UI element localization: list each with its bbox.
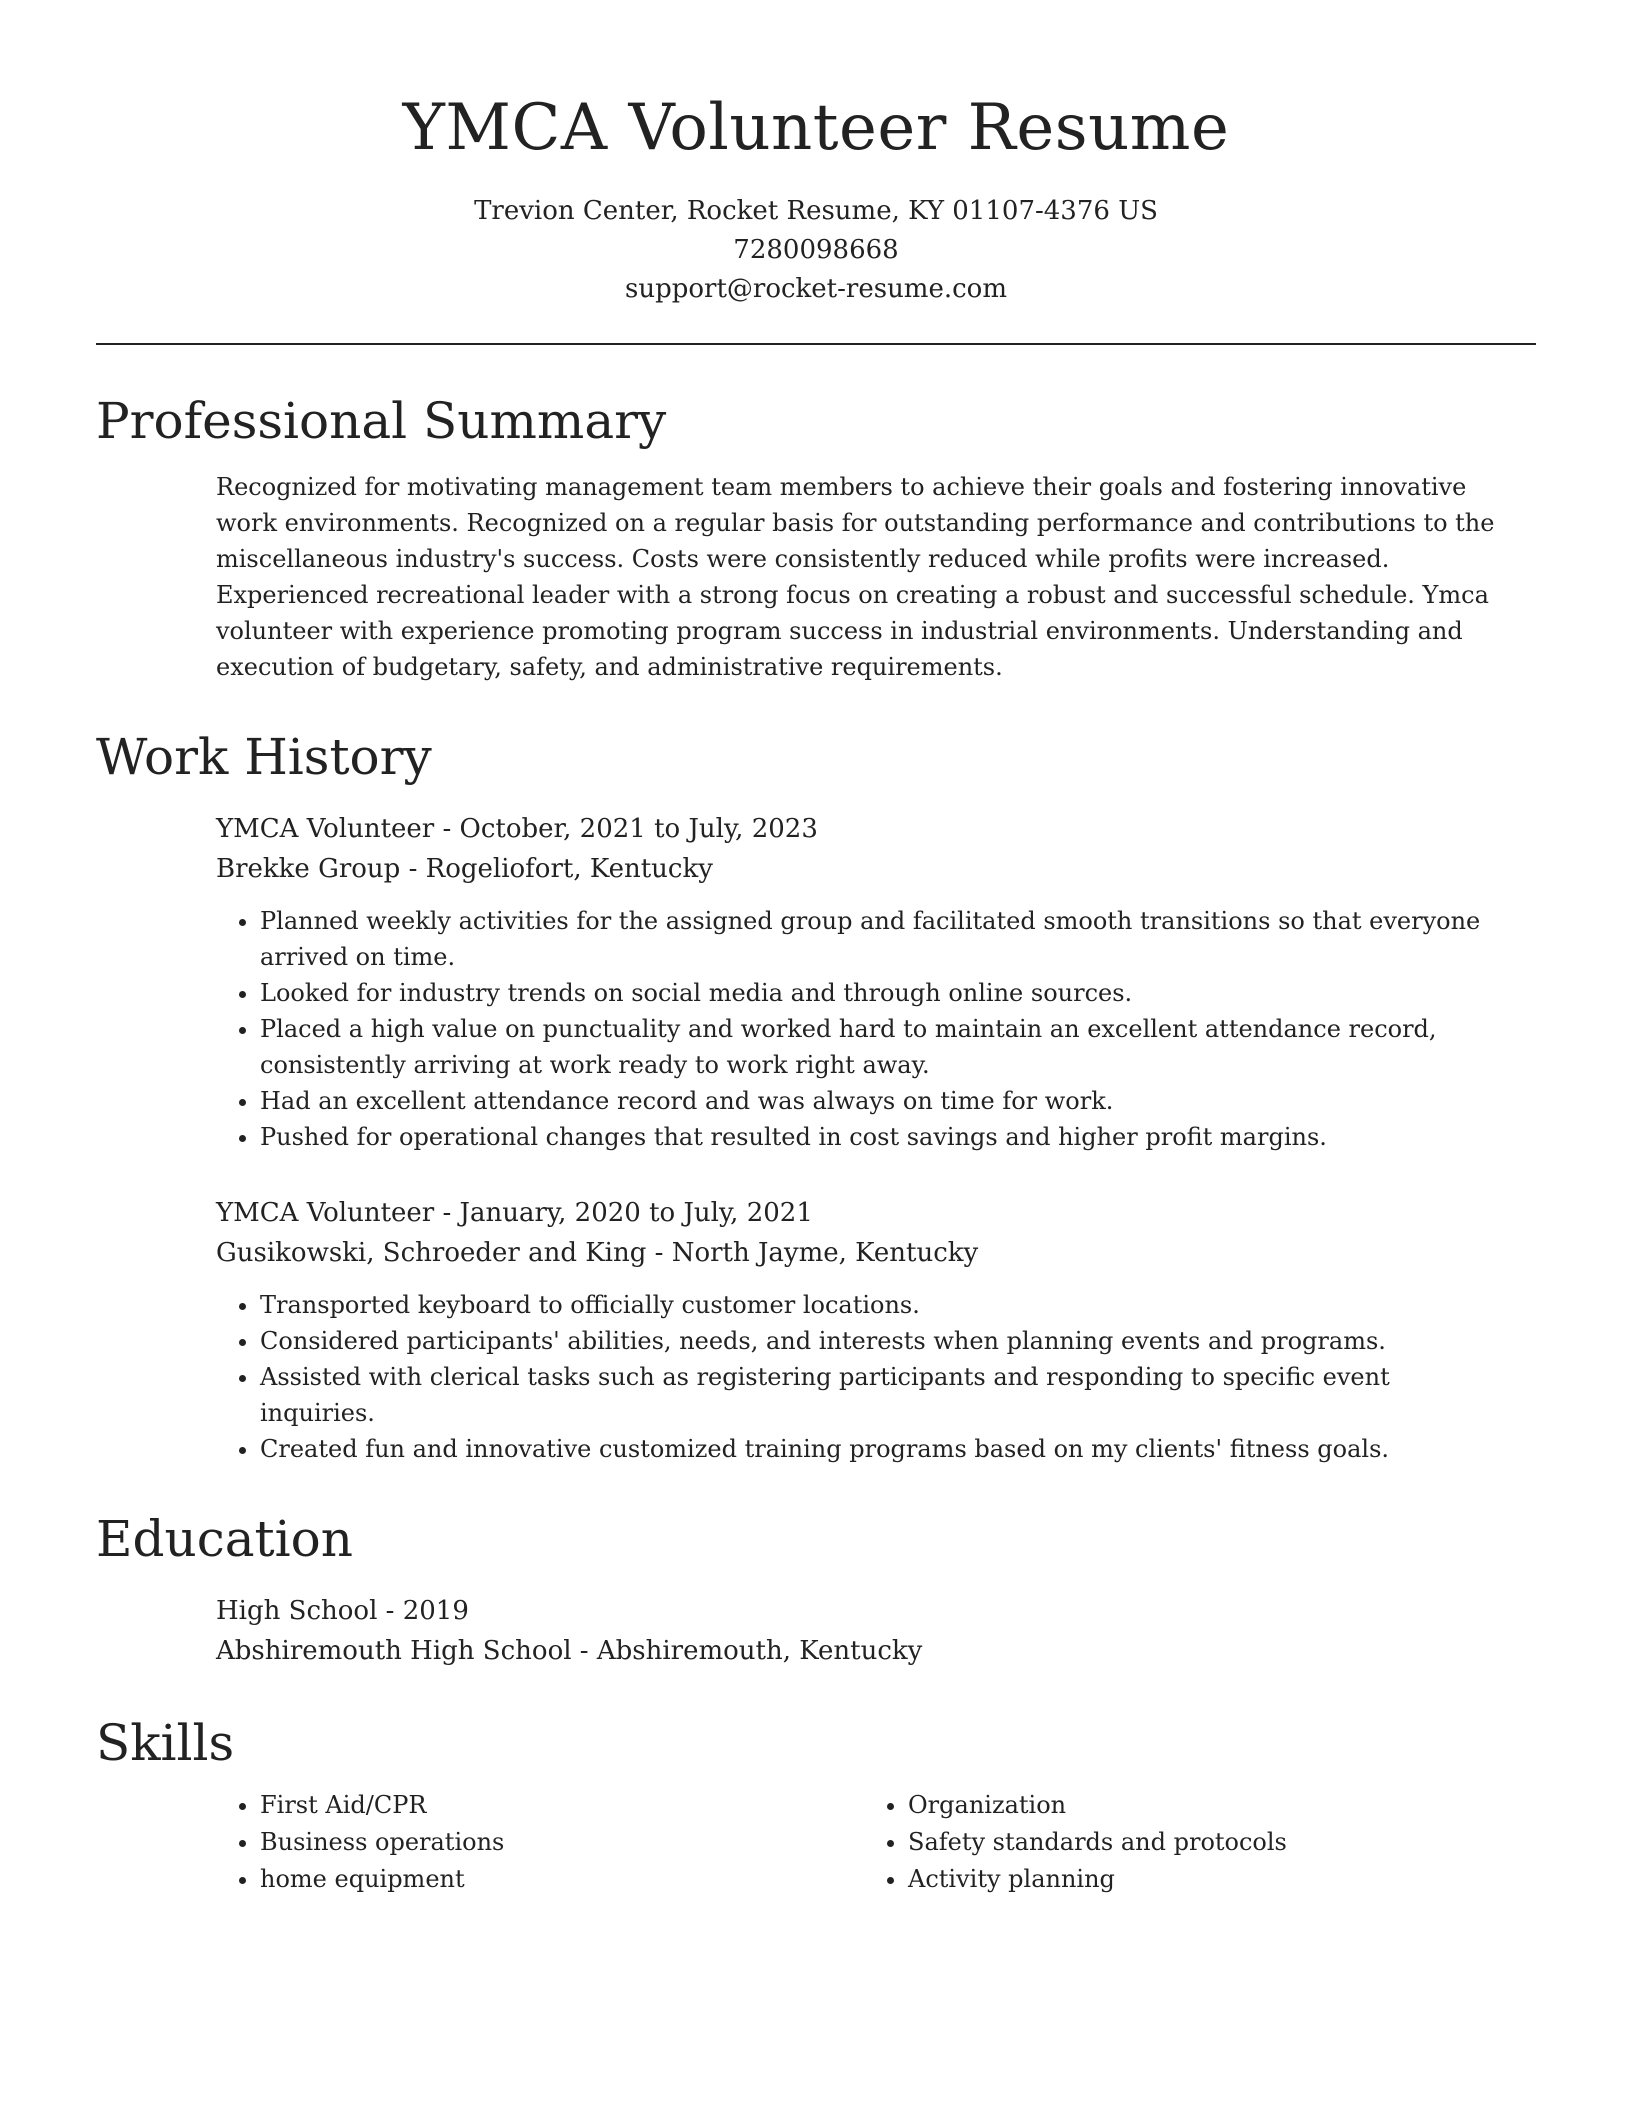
skills-list-right [864, 1787, 1512, 1898]
job-company-line [216, 849, 1512, 889]
job-dates: - January, 2020 to July, 2021 [434, 1198, 813, 1228]
job-role: YMCA Volunteer [216, 1198, 435, 1228]
resume-title: YMCA Volunteer Resume [402, 91, 1230, 165]
job-bullet: • Placed a high value on punctuality and worked hard to maintain an excellent attendance record, consistently arriving at work ready to work right away. [260, 1011, 1512, 1083]
job-entry [216, 809, 1512, 1155]
job-bullet: • Created fun and innovative customized training programs based on my clients' fitness goals. [260, 1431, 1512, 1467]
job-bullets [216, 1287, 1512, 1467]
job-location: - Rogeliofort, Kentucky [400, 854, 713, 884]
education-degree: High School [216, 1596, 378, 1626]
contact-address: Trevion Center, Rocket Resume, KY 01107-4376 US [474, 196, 1158, 226]
job-bullet: • Looked for industry trends on social media and through online sources. [260, 975, 1512, 1011]
job-bullet: • Considered participants' abilities, needs, and interests when planning events and programs. [260, 1323, 1512, 1359]
job-company: Gusikowski, Schroeder and King [216, 1238, 647, 1268]
education-degree-line [216, 1591, 1512, 1631]
education-section [96, 1507, 1536, 1671]
job-bullets [216, 903, 1512, 1155]
education-school-line [216, 1631, 1512, 1671]
skill-item: • home equipment [260, 1861, 864, 1898]
job-entry [216, 1193, 1512, 1467]
job-bullet: • Planned weekly activities for the assigned group and facilitated smooth transitions so that everyone arrived on time. [260, 903, 1512, 975]
header-divider [96, 343, 1536, 345]
section-title-skills: Skills [96, 1714, 235, 1772]
skill-item: • Business operations [260, 1824, 864, 1861]
job-role: YMCA Volunteer [216, 814, 435, 844]
job-bullet: • Transported keyboard to officially customer locations. [260, 1287, 1512, 1323]
resume-header [96, 0, 1536, 309]
work-history-section [96, 725, 1536, 1467]
job-bullet: • Had an excellent attendance record and was always on time for work. [260, 1083, 1512, 1119]
education-year: - 2019 [377, 1596, 469, 1626]
section-title-work: Work History [96, 728, 432, 786]
skill-item: • Organization [908, 1787, 1512, 1824]
job-company: Brekke Group [216, 854, 401, 884]
skill-item: • Safety standards and protocols [908, 1824, 1512, 1861]
skill-item: • First Aid/CPR [260, 1787, 864, 1824]
job-title-line [216, 809, 1512, 849]
job-bullet: • Pushed for operational changes that resulted in cost savings and higher profit margins. [260, 1119, 1512, 1155]
professional-summary-section [96, 389, 1536, 685]
job-location: - North Jayme, Kentucky [646, 1238, 979, 1268]
summary-text: Recognized for motivating management team members to achieve their goals and fostering innovative work environments. Recognized on a regular basis for outstanding performance and contributions to the miscellaneous industry's success. Costs were consistently reduced while profits were increased. Experienced recreational leader with a strong focus on creating a robust and successful schedule. Ymca volunteer with experience promoting program success in industrial environments. Understanding and execution of budgetary, safety, and administrative requirements. [216, 473, 1495, 681]
skills-grid [216, 1787, 1512, 1898]
skills-list-left [216, 1787, 864, 1898]
education-school: Abshiremouth High School [216, 1636, 572, 1666]
job-dates: - October, 2021 to July, 2023 [434, 814, 818, 844]
contact-phone: 7280098668 [733, 235, 899, 265]
education-location: - Abshiremouth, Kentucky [571, 1636, 923, 1666]
skill-item: • Activity planning [908, 1861, 1512, 1898]
contact-email: support@rocket-resume.com [624, 274, 1007, 304]
section-title-summary: Professional Summary [96, 392, 667, 450]
contact-info [96, 192, 1536, 309]
section-title-education: Education [96, 1510, 353, 1568]
skills-section [96, 1711, 1536, 1898]
job-bullet: • Assisted with clerical tasks such as registering participants and responding to specific event inquiries. [260, 1359, 1512, 1431]
education-entry [216, 1591, 1512, 1671]
job-title-line [216, 1193, 1512, 1233]
job-company-line [216, 1233, 1512, 1273]
